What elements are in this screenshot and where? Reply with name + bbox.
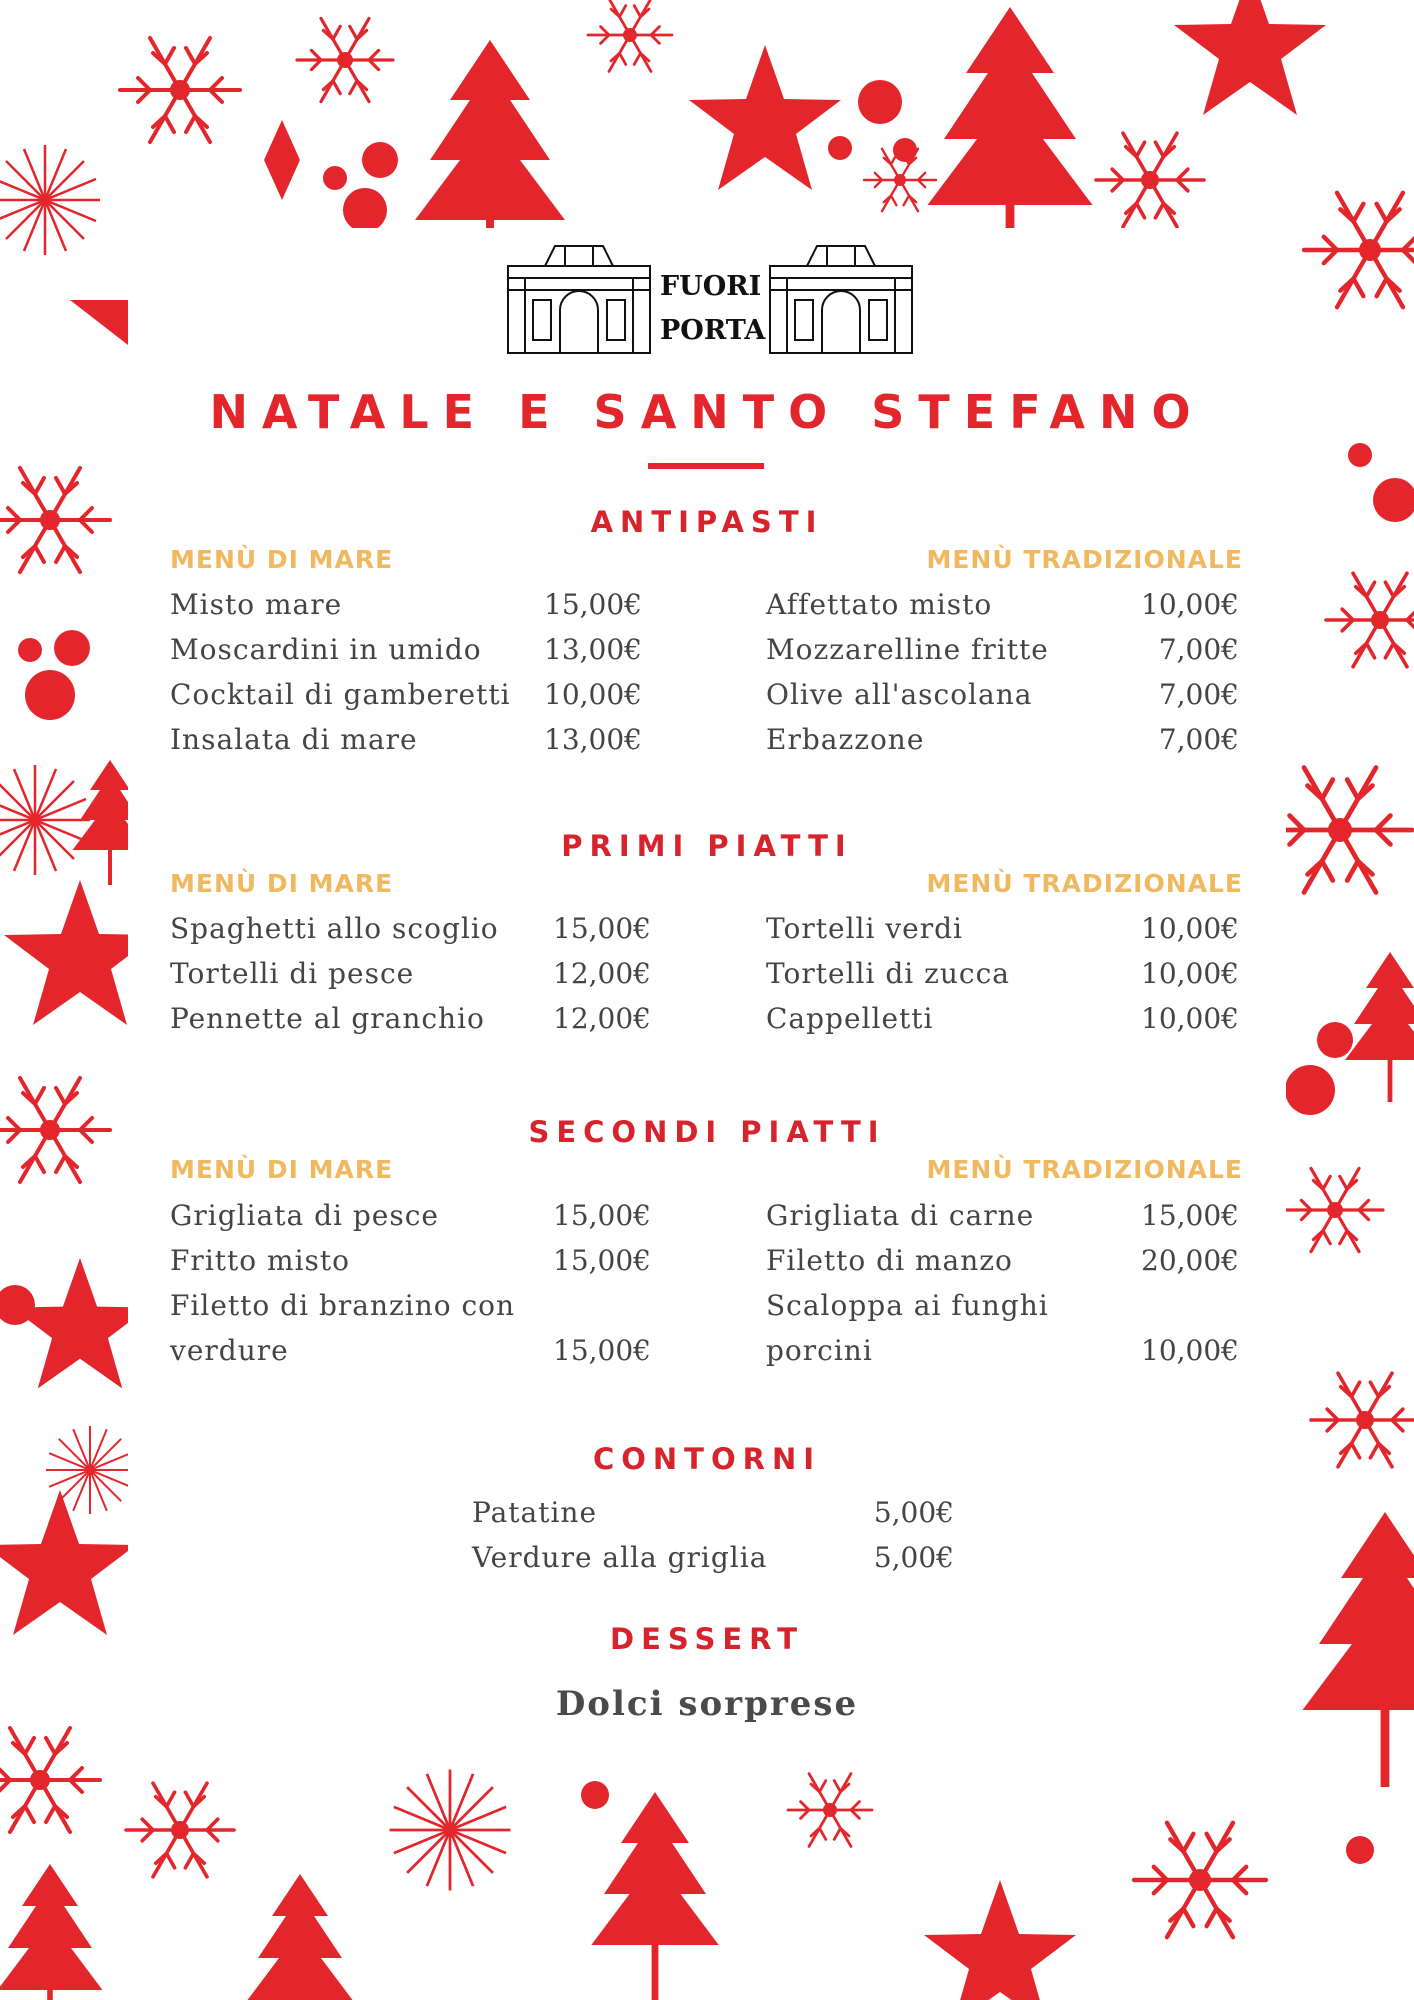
primi-mare-label: MENÙ DI MARE	[170, 869, 394, 898]
menu-price: 12,00€	[553, 957, 651, 990]
menu-item: Filetto di branzino con	[170, 1289, 516, 1322]
section-title-antipasti: ANTIPASTI	[590, 505, 824, 539]
menu-price: 10,00€	[544, 678, 642, 711]
title-underline	[648, 463, 764, 469]
menu-item: Mozzarelline fritte	[766, 633, 1049, 666]
section-title-contorni: CONTORNI	[592, 1442, 822, 1476]
menu-item: Patatine	[472, 1496, 598, 1529]
menu-price: 15,00€	[544, 588, 642, 621]
menu-price: 10,00€	[1141, 588, 1239, 621]
logo-line-2: PORTA	[660, 315, 766, 346]
menu-price: 10,00€	[1141, 957, 1239, 990]
menu-item: Misto mare	[170, 588, 343, 621]
menu-item: porcini	[766, 1334, 873, 1367]
menu-item: Filetto di manzo	[766, 1244, 1013, 1277]
menu-item: Cocktail di gamberetti	[170, 678, 511, 711]
menu-price: 7,00€	[1158, 723, 1239, 756]
restaurant-logo	[505, 238, 915, 360]
menu-price: 15,00€	[1141, 1199, 1239, 1232]
menu-price: 20,00€	[1141, 1244, 1239, 1277]
menu-item: Spaghetti allo scoglio	[170, 912, 499, 945]
page-title: NATALE E SANTO STEFANO	[209, 385, 1205, 439]
menu-item: Tortelli di pesce	[170, 957, 415, 990]
menu-item: Scaloppa ai funghi	[766, 1289, 1049, 1322]
menu-item: Grigliata di pesce	[170, 1199, 439, 1232]
logo-line-1: FUORI	[660, 271, 762, 302]
menu-item: Tortelli di zucca	[766, 957, 1010, 990]
menu-item: Affettato misto	[766, 588, 993, 621]
menu-price: 10,00€	[1141, 912, 1239, 945]
menu-price: 15,00€	[553, 1199, 651, 1232]
section-title-dessert: DESSERT	[610, 1622, 804, 1656]
menu-price: 7,00€	[1158, 633, 1239, 666]
menu-price: 15,00€	[553, 1244, 651, 1277]
menu-item: Tortelli verdi	[766, 912, 963, 945]
menu-item: verdure	[170, 1334, 289, 1367]
menu-price: 5,00€	[873, 1496, 954, 1529]
menu-price: 12,00€	[553, 1002, 651, 1035]
menu-price: 15,00€	[553, 912, 651, 945]
menu-price: 13,00€	[544, 723, 642, 756]
menu-price: 5,00€	[873, 1541, 954, 1574]
menu-item: Olive all'ascolana	[766, 678, 1033, 711]
antipasti-mare-label: MENÙ DI MARE	[170, 545, 394, 574]
section-title-secondi: SECONDI PIATTI	[528, 1115, 886, 1149]
menu-price: 10,00€	[1141, 1334, 1239, 1367]
menu-item: Moscardini in umido	[170, 633, 482, 666]
secondi-trad-label: MENÙ TRADIZIONALE	[926, 1155, 1243, 1184]
antipasti-trad-label: MENÙ TRADIZIONALE	[926, 545, 1243, 574]
menu-item: Cappelletti	[766, 1002, 934, 1035]
menu-item: Erbazzone	[766, 723, 925, 756]
secondi-mare-label: MENÙ DI MARE	[170, 1155, 394, 1184]
menu-price: 15,00€	[553, 1334, 651, 1367]
logo-text	[660, 265, 766, 353]
menu-price: 13,00€	[544, 633, 642, 666]
menu-item: Verdure alla griglia	[472, 1541, 768, 1574]
menu-price: 10,00€	[1141, 1002, 1239, 1035]
menu-item: Insalata di mare	[170, 723, 418, 756]
menu-panel	[128, 228, 1286, 1760]
menu-item: Grigliata di carne	[766, 1199, 1035, 1232]
menu-item: Pennette al granchio	[170, 1002, 485, 1035]
dessert-text: Dolci sorprese	[555, 1684, 859, 1724]
primi-trad-label: MENÙ TRADIZIONALE	[926, 869, 1243, 898]
menu-price: 7,00€	[1158, 678, 1239, 711]
section-title-primi: PRIMI PIATTI	[561, 829, 853, 863]
menu-item: Fritto misto	[170, 1244, 351, 1277]
